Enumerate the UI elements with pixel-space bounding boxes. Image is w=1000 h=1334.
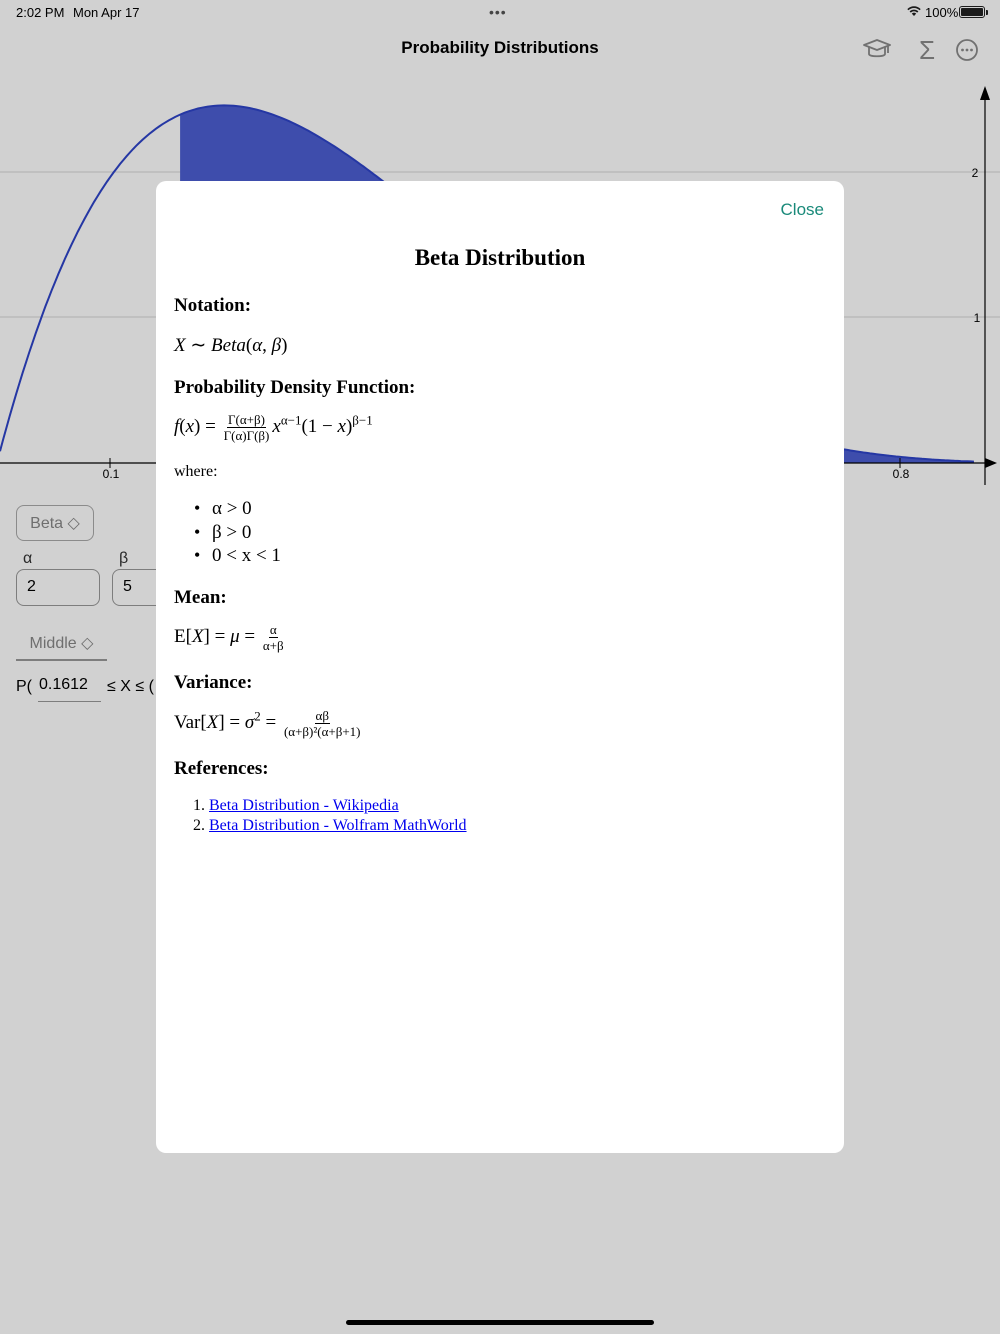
home-indicator[interactable] bbox=[346, 1320, 654, 1325]
modal-title: Beta Distribution bbox=[414, 245, 586, 270]
distribution-selector[interactable]: Beta ◇ bbox=[16, 505, 94, 541]
status-date: Mon Apr 17 bbox=[73, 5, 140, 20]
list-item bbox=[193, 797, 467, 817]
beta-input[interactable]: 5 bbox=[112, 569, 172, 606]
list-item: • α > 0 bbox=[194, 498, 281, 522]
probability-middle: ≤ X ≤ ( bbox=[107, 678, 154, 695]
page-title: Probability Distributions bbox=[401, 38, 599, 57]
x-tick-label: 0.8 bbox=[892, 467, 910, 481]
mean-formula: E[X] = μ = $\frac{\alpha}{\alpha+\beta}$ bbox=[174, 622, 284, 653]
variance-formula: $Var[X] = \sigma^2$ = $\frac{\alpha\beta}{\text{(α+β)²(α+β+1)}}$ bbox=[174, 708, 361, 739]
x-tick-label: 0.1 bbox=[102, 467, 120, 481]
list-item bbox=[193, 817, 467, 837]
beta-label: β bbox=[119, 550, 129, 567]
status-time: 2:02 PM bbox=[16, 5, 65, 20]
sigma-icon[interactable]: Σ bbox=[918, 34, 936, 65]
references-list bbox=[193, 797, 467, 837]
wikipedia-link[interactable]: Beta Distribution - Wikipedia bbox=[209, 797, 399, 814]
interval-mode-selector[interactable]: Middle ◇ bbox=[16, 628, 107, 661]
lower-bound-input[interactable]: 0.1612 bbox=[38, 676, 101, 702]
close-button[interactable]: Close bbox=[780, 200, 824, 219]
list-item: • 0 < x < 1 bbox=[194, 545, 281, 569]
pdf-formula: f(x) = $\frac{\Gamma(\alpha+\beta)}{\Gamma(\alpha)\Gamma(\beta)}$ $x^{\alpha-1}(1 - x)^{\beta-1}$ bbox=[174, 412, 373, 443]
reference-number: 1. bbox=[193, 797, 205, 814]
variance-heading: Variance: bbox=[174, 672, 253, 693]
alpha-input[interactable]: 2 bbox=[16, 569, 100, 606]
probability-prefix: P( bbox=[16, 678, 32, 695]
multitasking-dots[interactable]: ••• bbox=[489, 4, 507, 20]
notation-heading: Notation: bbox=[174, 295, 252, 316]
y-tick-label: 2 bbox=[971, 166, 979, 180]
y-tick-label: 1 bbox=[973, 311, 981, 325]
notation-formula: X ∼ Beta(α, β) bbox=[174, 335, 288, 356]
battery-percent: 100% bbox=[925, 5, 959, 20]
mean-heading: Mean: bbox=[174, 587, 227, 608]
references-heading: References: bbox=[174, 758, 269, 779]
where-label: where: bbox=[174, 463, 218, 480]
pdf-heading: Probability Density Function: bbox=[174, 377, 416, 398]
conditions-list bbox=[194, 498, 281, 569]
info-modal bbox=[156, 181, 844, 1153]
modal-content bbox=[174, 245, 824, 834]
list-item: • β > 0 bbox=[194, 522, 281, 546]
alpha-label: α bbox=[23, 550, 33, 567]
mathworld-link[interactable]: Beta Distribution - Wolfram MathWorld bbox=[209, 817, 467, 834]
reference-number: 2. bbox=[193, 817, 205, 834]
